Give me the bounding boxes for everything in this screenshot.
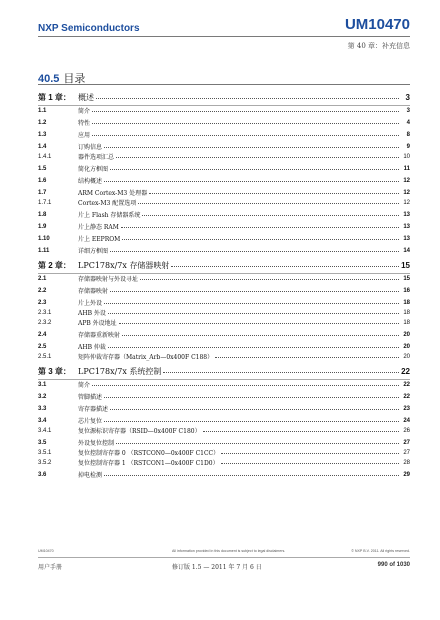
- table-of-contents: [38, 88, 410, 480]
- toc-entry-page: 27: [403, 450, 410, 456]
- toc-entry-number: 2.5.1: [38, 354, 52, 360]
- toc-row[interactable]: [38, 392, 410, 402]
- toc-entry-page: 23: [403, 406, 410, 412]
- toc-entry-title: 片上 EEPROM: [78, 236, 121, 243]
- toc-entry-page: 8: [406, 132, 410, 138]
- toc-leader-dots: [110, 163, 399, 170]
- toc-entry-title-wrap: [78, 222, 400, 233]
- toc-entry-title-wrap: [78, 458, 400, 469]
- toc-entry-title: 掉电检测: [78, 472, 103, 479]
- toc-entry-title-wrap: [78, 176, 400, 187]
- toc-entry-title-wrap: [78, 91, 400, 104]
- toc-entry-page: 14: [403, 248, 410, 254]
- toc-entry-page: 12: [403, 178, 410, 184]
- toc-entry-title: Cortex-M3 配置选项: [78, 200, 137, 207]
- toc-entry-title-wrap: [78, 274, 400, 285]
- toc-entry-title: 片上外设: [78, 300, 103, 307]
- toc-leader-dots: [121, 221, 399, 228]
- toc-leader-dots: [122, 329, 399, 336]
- toc-entry-title-wrap: [78, 404, 400, 415]
- toc-leader-dots: [104, 469, 399, 476]
- toc-entry-page: 20: [403, 332, 410, 338]
- toc-entry-title: 片上 Flash 存储器系统: [78, 212, 141, 219]
- toc-row[interactable]: [38, 470, 410, 480]
- toc-entry-number: 3.5.1: [38, 450, 52, 456]
- toc-leader-dots: [221, 447, 399, 454]
- toc-leader-dots: [171, 258, 399, 267]
- toc-entry-number: 3.5: [38, 440, 47, 446]
- toc-row[interactable]: [38, 286, 410, 296]
- toc-row[interactable]: [38, 130, 410, 140]
- toc-entry-page: 24: [403, 418, 410, 424]
- toc-leader-dots: [119, 317, 399, 324]
- toc-entry-number: 3.1: [38, 382, 47, 388]
- toc-entry-page: 18: [403, 310, 410, 316]
- toc-entry-title-wrap: [78, 470, 400, 481]
- toc-entry-page: 28: [403, 460, 410, 466]
- toc-leader-dots: [138, 197, 399, 204]
- toc-entry-title: ARM Cortex-M3 处理器: [78, 190, 148, 197]
- toc-leader-dots: [104, 297, 399, 304]
- toc-entry-title: 管脚描述: [78, 394, 103, 401]
- toc-entry-page: 3: [406, 108, 410, 114]
- toc-row[interactable]: [38, 118, 410, 128]
- toc-entry-number: 3.2: [38, 394, 47, 400]
- toc-entry-page: 9: [406, 144, 410, 150]
- toc-row[interactable]: [38, 404, 410, 414]
- toc-entry-number: 1.7.1: [38, 200, 52, 206]
- toc-entry-title: 片上静态 RAM: [78, 224, 119, 231]
- toc-entry-page: 13: [403, 236, 410, 242]
- toc-entry-number: 1.10: [38, 236, 50, 242]
- toc-leader-dots: [92, 129, 399, 136]
- toc-entry-number: 第 1 章：: [38, 93, 71, 102]
- toc-entry-title: 复位控制寄存器 0 （RSTCON0—0x400F C1CC）: [78, 450, 220, 457]
- toc-entry-title-wrap: [78, 234, 400, 245]
- toc-entry-title-wrap: [78, 365, 400, 378]
- toc-entry-title: 矩阵仲裁寄存器（Matrix_Arb—0x400F C188）: [78, 354, 214, 361]
- toc-leader-dots: [221, 457, 399, 464]
- toc-entry-number: 2.1: [38, 276, 47, 282]
- toc-leader-dots: [116, 151, 399, 158]
- toc-entry-title: APB 外设地址: [78, 320, 117, 327]
- toc-entry-number: 3.6: [38, 472, 47, 478]
- toc-entry-title: 特性: [78, 120, 91, 127]
- toc-entry-number: 1.4.1: [38, 154, 52, 160]
- toc-entry-title: 应用: [78, 132, 91, 139]
- footer-revision: 修订版 1.5 — 2011 年 7 月 6 日: [172, 564, 262, 571]
- toc-entry-number: 2.3.2: [38, 320, 52, 326]
- toc-row[interactable]: [38, 234, 410, 244]
- toc-entry-title: LPC178x/7x 系统控制: [78, 367, 162, 376]
- toc-entry-number: 2.4: [38, 332, 47, 338]
- toc-entry-title: 详细方框图: [78, 248, 109, 255]
- toc-entry-title-wrap: [78, 392, 400, 403]
- toc-entry-title-wrap: [78, 164, 400, 175]
- toc-leader-dots: [110, 285, 399, 292]
- toc-entry-number: 1.2: [38, 120, 47, 126]
- toc-entry-title: 存储器映射: [78, 288, 109, 295]
- toc-entry-number: 2.3: [38, 300, 47, 306]
- toc-chapter-row[interactable]: [38, 91, 410, 104]
- toc-leader-dots: [116, 437, 399, 444]
- toc-entry-title-wrap: [78, 286, 400, 297]
- toc-leader-dots: [104, 175, 399, 182]
- toc-entry-title: 简化方框图: [78, 166, 109, 173]
- toc-row[interactable]: [38, 106, 410, 116]
- toc-entry-title: 概述: [78, 93, 94, 102]
- toc-entry-page: 13: [403, 212, 410, 218]
- toc-entry-page: 27: [403, 440, 410, 446]
- toc-row[interactable]: [38, 318, 410, 328]
- toc-entry-page: 16: [403, 288, 410, 294]
- toc-entry-title: 简介: [78, 108, 91, 115]
- toc-entry-page: 13: [403, 224, 410, 230]
- toc-leader-dots: [104, 141, 399, 148]
- toc-entry-number: 1.4: [38, 144, 47, 150]
- toc-leader-dots: [92, 379, 399, 386]
- toc-entry-page: 26: [403, 428, 410, 434]
- toc-entry-number: 第 2 章：: [38, 261, 71, 270]
- toc-row[interactable]: [38, 222, 410, 232]
- toc-leader-dots: [122, 233, 399, 240]
- toc-entry-page: 10: [403, 154, 410, 160]
- toc-row[interactable]: [38, 458, 410, 468]
- toc-entry-number: 3.5.2: [38, 460, 52, 466]
- toc-leader-dots: [108, 307, 399, 314]
- toc-entry-page: 22: [403, 382, 410, 388]
- toc-row[interactable]: [38, 152, 410, 162]
- toc-entry-title: 存储器映射与外设寻址: [78, 276, 139, 283]
- document-id: UM10470: [344, 16, 410, 33]
- toc-entry-title-wrap: [78, 130, 400, 141]
- toc-leader-dots: [92, 105, 399, 112]
- toc-entry-page: 18: [403, 320, 410, 326]
- toc-entry-number: 1.7: [38, 190, 47, 196]
- toc-entry-page: 18: [403, 300, 410, 306]
- toc-entry-title-wrap: [78, 210, 400, 221]
- toc-entry-title-wrap: [78, 352, 400, 363]
- toc-entry-title: AHB 外设: [78, 310, 106, 317]
- toc-entry-page: 3: [405, 93, 410, 102]
- footer-disclaimer: All information provided in this document is subject to legal disclaimers.: [172, 549, 286, 553]
- toc-entry-title-wrap: [78, 118, 400, 129]
- toc-entry-number: 1.9: [38, 224, 47, 230]
- toc-entry-number: 3.4.1: [38, 428, 52, 434]
- toc-entry-page: 22: [401, 367, 410, 376]
- header-rule: [38, 36, 410, 37]
- toc-row[interactable]: [38, 246, 410, 256]
- toc-row[interactable]: [38, 176, 410, 186]
- section-title: 目录: [63, 72, 86, 85]
- footer-rule: [38, 557, 410, 558]
- toc-entry-number: 第 3 章：: [38, 367, 71, 376]
- toc-entry-title-wrap: [78, 426, 400, 437]
- toc-entry-title-wrap: [78, 106, 400, 117]
- toc-entry-page: 20: [403, 344, 410, 350]
- toc-leader-dots: [163, 364, 399, 373]
- toc-row[interactable]: [38, 274, 410, 284]
- toc-entry-title-wrap: [78, 198, 400, 209]
- footer-page-number: 990 of 1030: [377, 562, 410, 568]
- toc-entry-page: 12: [403, 200, 410, 206]
- toc-entry-title: 简介: [78, 382, 91, 389]
- toc-entry-page: 4: [406, 120, 410, 126]
- toc-row[interactable]: [38, 426, 410, 436]
- toc-chapter-row[interactable]: [38, 259, 410, 272]
- toc-entry-title: 寄存器描述: [78, 406, 109, 413]
- toc-entry-title: 复位控制寄存器 1 （RSTCON1—0x400F C1D0）: [78, 460, 219, 467]
- toc-entry-number: 2.5: [38, 344, 47, 350]
- toc-entry-number: 1.6: [38, 178, 47, 184]
- toc-entry-title: 复位源标识寄存器（RSID—0x400F C180）: [78, 428, 201, 435]
- toc-entry-title: LPC178x/7x 存储器映射: [78, 261, 170, 270]
- toc-entry-number: 1.8: [38, 212, 47, 218]
- toc-entry-number: 1.1: [38, 108, 47, 114]
- toc-entry-page: 11: [403, 166, 410, 172]
- toc-entry-title-wrap: [78, 330, 400, 341]
- toc-leader-dots: [215, 351, 399, 358]
- toc-leader-dots: [104, 391, 399, 398]
- chapter-note: 第 40 章：补充信息: [347, 42, 410, 50]
- toc-leader-dots: [104, 415, 399, 422]
- toc-entry-page: 29: [403, 472, 410, 478]
- toc-entry-page: 20: [403, 354, 410, 360]
- toc-leader-dots: [203, 425, 399, 432]
- toc-entry-page: 15: [403, 276, 410, 282]
- toc-entry-page: 15: [401, 261, 410, 270]
- toc-entry-number: 3.4: [38, 418, 47, 424]
- toc-entry-title: 芯片复位: [78, 418, 103, 425]
- toc-entry-title: 器件选项汇总: [78, 154, 115, 161]
- toc-entry-number: 2.2: [38, 288, 47, 294]
- toc-entry-title-wrap: [78, 380, 400, 391]
- section-rule: [38, 84, 410, 85]
- toc-leader-dots: [140, 273, 399, 280]
- footer-doc-id: UM10470: [38, 549, 54, 553]
- toc-entry-page: 22: [403, 394, 410, 400]
- toc-entry-number: 1.3: [38, 132, 47, 138]
- toc-row[interactable]: [38, 352, 410, 362]
- toc-row[interactable]: [38, 330, 410, 340]
- toc-entry-title-wrap: [78, 259, 400, 272]
- toc-entry-page: 12: [403, 190, 410, 196]
- toc-leader-dots: [92, 117, 399, 124]
- section-number: 40.5: [38, 73, 60, 85]
- toc-leader-dots: [149, 187, 399, 194]
- toc-leader-dots: [142, 209, 399, 216]
- toc-entry-title: 外设复位控制: [78, 440, 115, 447]
- toc-entry-title: AHB 仲裁: [78, 344, 106, 351]
- toc-leader-dots: [110, 245, 399, 252]
- toc-entry-number: 1.5: [38, 166, 47, 172]
- toc-row[interactable]: [38, 164, 410, 174]
- toc-entry-number: 1.11: [38, 248, 50, 254]
- toc-entry-title-wrap: [78, 246, 400, 257]
- toc-row[interactable]: [38, 380, 410, 390]
- toc-entry-title-wrap: [78, 152, 400, 163]
- toc-entry-title-wrap: [78, 318, 400, 329]
- toc-row[interactable]: [38, 210, 410, 220]
- toc-chapter-row[interactable]: [38, 365, 410, 378]
- company-name: NXP Semiconductors: [38, 23, 140, 34]
- footer-manual: 用户手册: [38, 564, 63, 571]
- toc-entry-title: 存储器重新映射: [78, 332, 121, 339]
- toc-entry-title: 订购信息: [78, 144, 103, 151]
- toc-leader-dots: [110, 403, 399, 410]
- toc-leader-dots: [108, 341, 399, 348]
- toc-entry-number: 2.3.1: [38, 310, 52, 316]
- toc-leader-dots: [96, 90, 399, 99]
- footer-copyright: © NXP B.V. 2011. All rights reserved.: [351, 549, 410, 553]
- toc-entry-number: 3.3: [38, 406, 47, 412]
- toc-row[interactable]: [38, 198, 410, 208]
- toc-entry-title: 结构概述: [78, 178, 103, 185]
